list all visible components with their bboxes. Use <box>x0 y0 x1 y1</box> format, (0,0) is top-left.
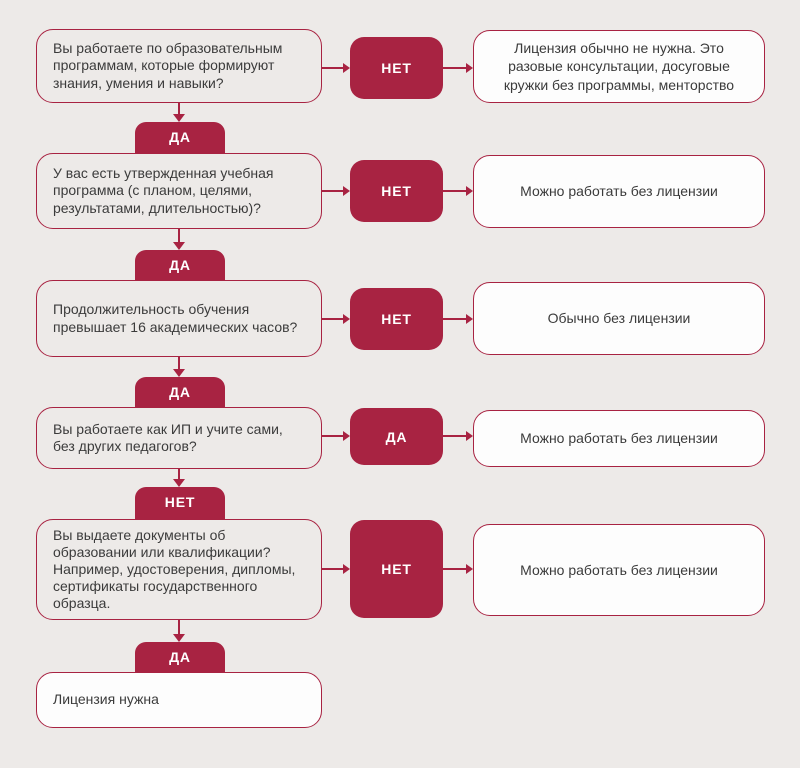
final-outcome-text: Лицензия нужна <box>53 691 159 708</box>
question-box-3 <box>36 280 322 357</box>
question-box-2 <box>36 153 322 229</box>
right-arrow-icon-5b <box>466 564 473 574</box>
decision-badge-5 <box>350 520 443 618</box>
question-2-text: У вас есть утвержденная учебная программа (с планом, целями, результатами, длительностью)? <box>53 164 274 216</box>
down-arrow-icon-5 <box>173 634 185 642</box>
outcome-box-3 <box>473 282 765 355</box>
right-arrow-line-2a <box>322 190 344 192</box>
question-1-text: Вы работаете по образовательным программам, которые формируют знания, умения и навыки? <box>53 39 283 91</box>
decision-2-text: НЕТ <box>381 183 412 199</box>
decision-badge-2 <box>350 160 443 222</box>
question-box-5 <box>36 519 322 620</box>
right-arrow-icon-4b <box>466 431 473 441</box>
decision-badge-3 <box>350 288 443 350</box>
right-arrow-icon-3a <box>343 314 350 324</box>
question-box-1 <box>36 29 322 103</box>
down-arrow-icon-2 <box>173 242 185 250</box>
decision-5-text: НЕТ <box>381 561 412 577</box>
down-arrow-icon-1 <box>173 114 185 122</box>
right-arrow-icon-2a <box>343 186 350 196</box>
decision-3-text: НЕТ <box>381 311 412 327</box>
outcome-box-1 <box>473 30 765 103</box>
right-arrow-icon-1b <box>466 63 473 73</box>
right-arrow-line-3a <box>322 318 344 320</box>
down-arrow-line-5 <box>178 620 180 635</box>
decision-1-text: НЕТ <box>381 60 412 76</box>
branch-label-2-text: ДА <box>169 257 191 273</box>
decision-badge-1 <box>350 37 443 99</box>
right-arrow-line-3b <box>443 318 467 320</box>
down-arrow-icon-4 <box>173 479 185 487</box>
branch-label-1-text: ДА <box>169 129 191 145</box>
right-arrow-line-5b <box>443 568 467 570</box>
right-arrow-icon-3b <box>466 314 473 324</box>
outcome-1-text: Лицензия обычно не нужна. Это разовые консультации, досуговые кружки без программы, менторство <box>503 40 735 93</box>
right-arrow-line-5a <box>322 568 344 570</box>
right-arrow-line-1a <box>322 67 344 69</box>
right-arrow-line-4a <box>322 435 344 437</box>
final-outcome-box <box>36 672 322 728</box>
right-arrow-icon-5a <box>343 564 350 574</box>
branch-label-3-text: ДА <box>169 384 191 400</box>
right-arrow-line-4b <box>443 435 467 437</box>
branch-label-4-text: НЕТ <box>164 494 196 510</box>
question-box-4 <box>36 407 322 469</box>
outcome-box-5 <box>473 524 765 616</box>
outcome-2-text: Можно работать без лицензии <box>520 183 718 200</box>
outcome-box-2 <box>473 155 765 228</box>
question-3-text: Продолжительность обучения превышает 16 академических часов? <box>53 301 298 335</box>
branch-label-5-text: ДА <box>169 649 191 665</box>
question-4-text: Вы работаете как ИП и учите сами, без других педагогов? <box>53 420 283 454</box>
down-arrow-line-2 <box>178 229 180 243</box>
decision-4-text: ДА <box>385 428 408 445</box>
question-5-text: Вы выдаете документы об образовании или квалификации? Например, удостоверения, дипломы, сертификаты государственного образца. <box>53 526 296 612</box>
outcome-box-4 <box>473 410 765 467</box>
right-arrow-line-2b <box>443 190 467 192</box>
outcome-4-text: Можно работать без лицензии <box>520 430 718 447</box>
outcome-3-text: Обычно без лицензии <box>547 310 691 327</box>
right-arrow-icon-4a <box>343 431 350 441</box>
right-arrow-icon-1a <box>343 63 350 73</box>
outcome-5-text: Можно работать без лицензии <box>520 561 718 578</box>
decision-badge-4 <box>350 408 443 465</box>
right-arrow-line-1b <box>443 67 467 69</box>
down-arrow-icon-3 <box>173 369 185 377</box>
right-arrow-icon-2b <box>466 186 473 196</box>
